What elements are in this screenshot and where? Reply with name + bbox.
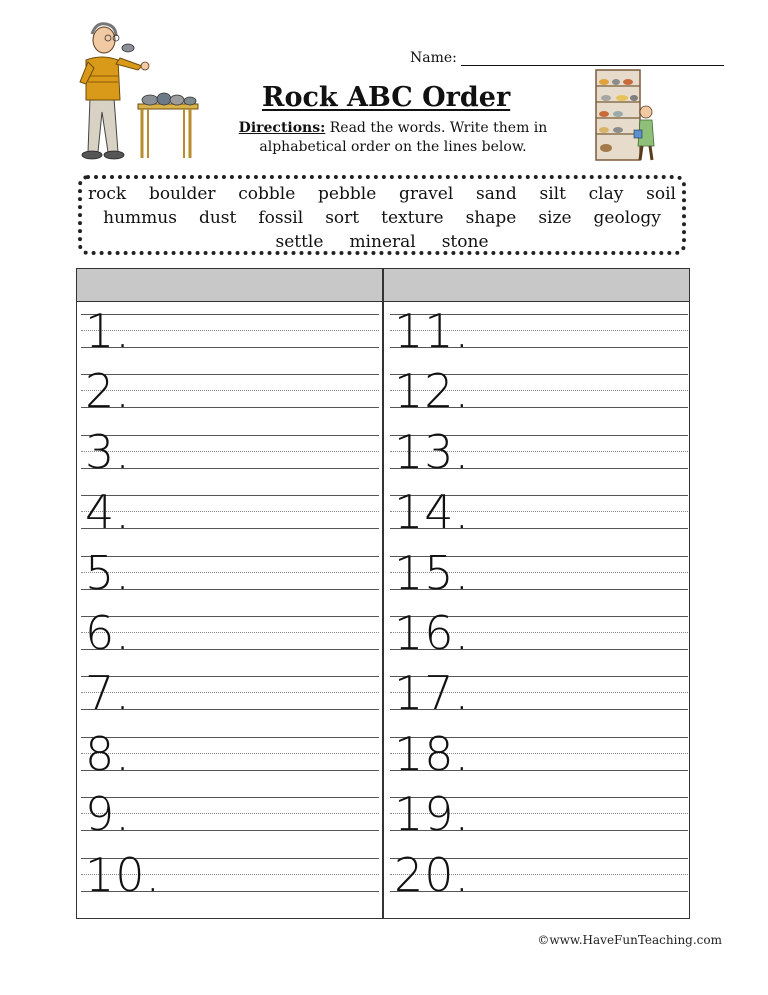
answer-table bbox=[76, 268, 690, 919]
word-bank-word: texture bbox=[381, 208, 444, 228]
word-bank-word: shape bbox=[465, 208, 517, 228]
answer-number: 16. bbox=[394, 605, 471, 660]
answer-number: 7. bbox=[85, 666, 131, 721]
answer-number: 2. bbox=[85, 364, 131, 419]
answer-row[interactable] bbox=[81, 544, 379, 604]
page-title: Rock ABC Order bbox=[262, 82, 511, 113]
column-divider bbox=[382, 269, 384, 918]
answer-number: 19. bbox=[394, 787, 471, 842]
answer-row[interactable] bbox=[81, 423, 379, 483]
word-bank-word: stone bbox=[441, 232, 489, 252]
answer-row[interactable] bbox=[390, 483, 688, 543]
word-bank-word: gravel bbox=[399, 184, 454, 204]
word-bank-line-2 bbox=[88, 206, 676, 230]
word-bank-word: hummus bbox=[103, 208, 177, 228]
directions-label: Directions: bbox=[238, 120, 326, 136]
answer-number: 1. bbox=[85, 304, 131, 358]
word-bank-line-3 bbox=[88, 230, 676, 254]
answer-number: 10. bbox=[85, 847, 162, 902]
answer-number: 18. bbox=[394, 726, 471, 781]
answer-row[interactable] bbox=[390, 725, 688, 785]
word-bank-line-1 bbox=[88, 182, 676, 206]
geologist-with-rocks-icon bbox=[66, 16, 200, 162]
copyright-footer: ©www.HaveFunTeaching.com bbox=[537, 933, 722, 947]
word-bank-word: clay bbox=[588, 184, 624, 204]
answer-number: 9. bbox=[85, 787, 131, 842]
word-bank-word: pebble bbox=[318, 184, 377, 204]
answer-number: 6. bbox=[85, 605, 131, 660]
answer-row[interactable] bbox=[390, 664, 688, 724]
answer-number: 3. bbox=[85, 424, 131, 479]
word-bank-word: mineral bbox=[349, 232, 416, 252]
answer-number: 5. bbox=[85, 545, 131, 600]
word-bank bbox=[78, 175, 686, 255]
rock-collection-shelf-icon bbox=[594, 68, 658, 164]
answer-row[interactable] bbox=[390, 302, 688, 362]
answer-number: 8. bbox=[85, 726, 131, 781]
answer-number: 17. bbox=[394, 666, 471, 721]
word-bank-word: fossil bbox=[258, 208, 304, 228]
answer-number: 13. bbox=[394, 424, 471, 479]
word-bank-word: geology bbox=[593, 208, 661, 228]
word-bank-word: dust bbox=[198, 208, 237, 228]
directions-text-line2: alphabetical order on the lines below. bbox=[259, 139, 527, 155]
answer-row[interactable] bbox=[390, 423, 688, 483]
answer-row[interactable] bbox=[390, 785, 688, 845]
answer-number: 4. bbox=[85, 485, 131, 540]
answer-row[interactable] bbox=[81, 846, 379, 906]
answer-row[interactable] bbox=[390, 544, 688, 604]
word-bank-word: boulder bbox=[148, 184, 216, 204]
answer-row[interactable] bbox=[390, 604, 688, 664]
word-bank-word: soil bbox=[646, 184, 676, 204]
answer-column-left bbox=[81, 302, 379, 906]
answer-row[interactable] bbox=[81, 664, 379, 724]
answer-row[interactable] bbox=[390, 846, 688, 906]
answer-number: 11. bbox=[394, 304, 471, 358]
word-bank-word: size bbox=[538, 208, 572, 228]
directions-text-line1: Read the words. Write them in bbox=[325, 120, 548, 136]
answer-column-right bbox=[390, 302, 688, 906]
answer-row[interactable] bbox=[81, 362, 379, 422]
word-bank-word: silt bbox=[539, 184, 566, 204]
name-label: Name: bbox=[410, 50, 457, 66]
directions bbox=[220, 119, 566, 157]
answer-number: 15. bbox=[394, 545, 471, 600]
answer-row[interactable] bbox=[81, 604, 379, 664]
answer-row[interactable] bbox=[81, 302, 379, 362]
name-field[interactable] bbox=[410, 46, 724, 66]
answer-row[interactable] bbox=[81, 785, 379, 845]
answer-number: 12. bbox=[394, 364, 471, 419]
name-line[interactable] bbox=[461, 49, 724, 66]
answer-row[interactable] bbox=[390, 362, 688, 422]
word-bank-word: rock bbox=[88, 184, 127, 204]
word-bank-word: sort bbox=[325, 208, 360, 228]
answer-row[interactable] bbox=[81, 725, 379, 785]
answer-number: 20. bbox=[394, 847, 471, 902]
answer-row[interactable] bbox=[81, 483, 379, 543]
word-bank-word: sand bbox=[476, 184, 517, 204]
word-bank-word: cobble bbox=[238, 184, 296, 204]
answer-number: 14. bbox=[394, 485, 471, 540]
word-bank-word: settle bbox=[275, 232, 324, 252]
